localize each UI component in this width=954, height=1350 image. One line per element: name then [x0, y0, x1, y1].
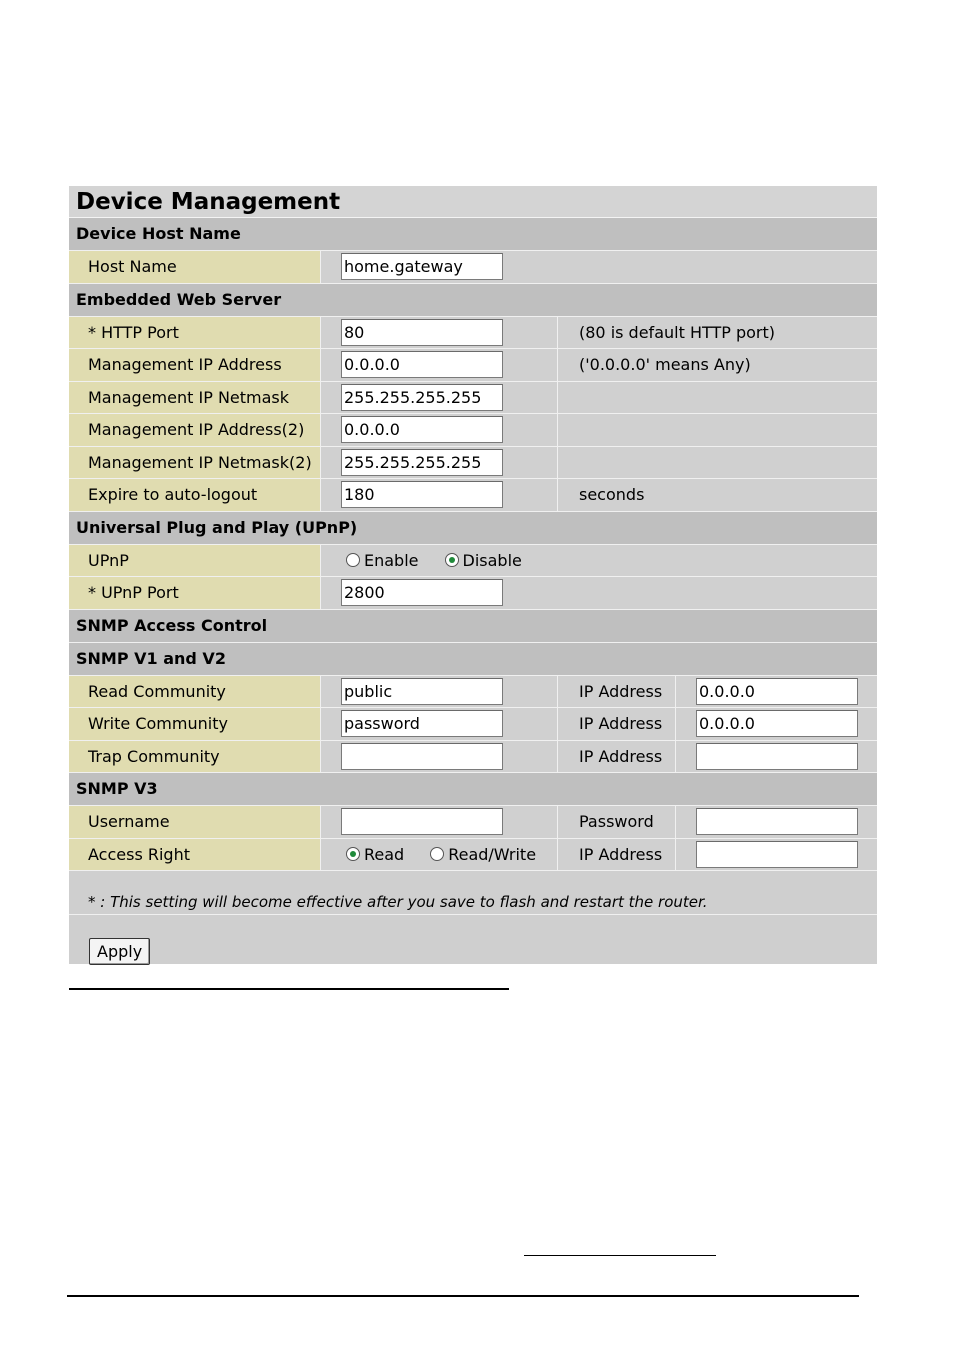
mgmt-ip2-label: Management IP Address(2): [69, 414, 321, 446]
access-read-radio[interactable]: [346, 839, 404, 870]
username-input[interactable]: [341, 808, 503, 835]
upnp-enable-label: Enable: [364, 550, 419, 570]
row-read-community: [69, 676, 877, 709]
footnote: * : This setting will become effective after you save to flash and restart the router.: [69, 871, 877, 915]
write-community-input[interactable]: [341, 710, 503, 737]
read-ip-cell: [676, 676, 877, 708]
section-snmp-access-control: SNMP Access Control: [69, 610, 877, 643]
password-cell: [676, 806, 877, 838]
section-snmp-v3: SNMP V3: [69, 773, 877, 806]
read-ip-label: IP Address: [558, 676, 676, 708]
upnp-enable-radio[interactable]: [346, 545, 419, 576]
apply-row: [69, 915, 877, 964]
mgmt-mask-label: Management IP Netmask: [69, 382, 321, 414]
mgmt-mask2-cell: [321, 447, 558, 479]
read-ip-input[interactable]: [696, 678, 858, 705]
username-label: Username: [69, 806, 321, 838]
expire-label: Expire to auto-logout: [69, 479, 321, 511]
mgmt-mask-input[interactable]: [341, 384, 503, 411]
write-community-label: Write Community: [69, 708, 321, 740]
write-ip-input[interactable]: [696, 710, 858, 737]
host-name-label: Host Name: [69, 251, 321, 283]
page-title: Device Management: [69, 186, 877, 218]
mgmt-ip2-input[interactable]: [341, 416, 503, 443]
trap-ip-input[interactable]: [696, 743, 858, 770]
upnp-cell: [321, 545, 877, 577]
mgmt-mask2-note: [558, 447, 877, 479]
password-input[interactable]: [696, 808, 858, 835]
write-ip-cell: [676, 708, 877, 740]
write-community-cell: [321, 708, 558, 740]
access-right-label: Access Right: [69, 839, 321, 871]
http-port-note: (80 is default HTTP port): [558, 317, 877, 349]
access-readwrite-radio[interactable]: [430, 839, 536, 870]
access-right-radio-group: [346, 839, 562, 870]
footer-rule: [67, 1295, 859, 1297]
http-port-label: * HTTP Port: [69, 317, 321, 349]
radio-checked-icon: [445, 553, 459, 567]
mgmt-ip2-cell: [321, 414, 558, 446]
access-read-label: Read: [364, 844, 405, 864]
expire-input[interactable]: [341, 481, 503, 508]
section-embedded-web-server: Embedded Web Server: [69, 284, 877, 317]
mgmt-mask2-input[interactable]: [341, 449, 503, 476]
upnp-port-label: * UPnP Port: [69, 577, 321, 609]
mgmt-ip-input[interactable]: [341, 351, 503, 378]
mgmt-ip-note: ('0.0.0.0' means Any): [558, 349, 877, 381]
access-right-cell: [321, 839, 558, 871]
access-ip-cell: [676, 839, 877, 871]
trap-ip-label: IP Address: [558, 741, 676, 773]
upnp-label: UPnP: [69, 545, 321, 577]
divider-line-short: [524, 1255, 716, 1256]
radio-unchecked-icon: [346, 553, 360, 567]
access-ip-label: IP Address: [558, 839, 676, 871]
row-host-name: [69, 251, 877, 284]
trap-community-label: Trap Community: [69, 741, 321, 773]
apply-button[interactable]: Apply: [89, 938, 150, 965]
expire-cell: [321, 479, 558, 511]
row-username: [69, 806, 877, 839]
username-cell: [321, 806, 558, 838]
row-trap-community: [69, 741, 877, 774]
trap-ip-cell: [676, 741, 877, 773]
access-readwrite-label: Read/Write: [448, 844, 537, 864]
http-port-cell: [321, 317, 558, 349]
section-snmp-v1-v2: SNMP V1 and V2: [69, 643, 877, 676]
row-mgmt-mask: [69, 382, 877, 415]
section-upnp: Universal Plug and Play (UPnP): [69, 512, 877, 545]
mgmt-ip2-note: [558, 414, 877, 446]
row-mgmt-ip2: [69, 414, 877, 447]
radio-checked-icon: [346, 847, 360, 861]
mgmt-mask-cell: [321, 382, 558, 414]
mgmt-ip-label: Management IP Address: [69, 349, 321, 381]
radio-unchecked-icon: [430, 847, 444, 861]
section-device-host-name: Device Host Name: [69, 218, 877, 251]
upnp-disable-label: Disable: [462, 550, 522, 570]
upnp-radio-group: [346, 545, 548, 576]
access-ip-input[interactable]: [696, 841, 858, 868]
host-name-cell: [321, 251, 877, 283]
upnp-port-cell: [321, 577, 877, 609]
read-community-label: Read Community: [69, 676, 321, 708]
host-name-input[interactable]: [341, 253, 503, 280]
divider-line: [69, 988, 509, 990]
row-write-community: [69, 708, 877, 741]
mgmt-mask2-label: Management IP Netmask(2): [69, 447, 321, 479]
read-community-cell: [321, 676, 558, 708]
row-access-right: [69, 839, 877, 872]
trap-community-cell: [321, 741, 558, 773]
read-community-input[interactable]: [341, 678, 503, 705]
write-ip-label: IP Address: [558, 708, 676, 740]
row-upnp-port: [69, 577, 877, 610]
row-mgmt-ip: [69, 349, 877, 382]
expire-note: seconds: [558, 479, 877, 511]
http-port-input[interactable]: [341, 319, 503, 346]
upnp-port-input[interactable]: [341, 579, 503, 606]
trap-community-input[interactable]: [341, 743, 503, 770]
row-mgmt-mask2: [69, 447, 877, 480]
upnp-disable-radio[interactable]: [445, 545, 522, 576]
password-label: Password: [558, 806, 676, 838]
row-http-port: [69, 317, 877, 350]
device-management-panel: [69, 186, 877, 964]
row-upnp: [69, 545, 877, 578]
mgmt-mask-note: [558, 382, 877, 414]
row-expire: [69, 479, 877, 512]
mgmt-ip-cell: [321, 349, 558, 381]
